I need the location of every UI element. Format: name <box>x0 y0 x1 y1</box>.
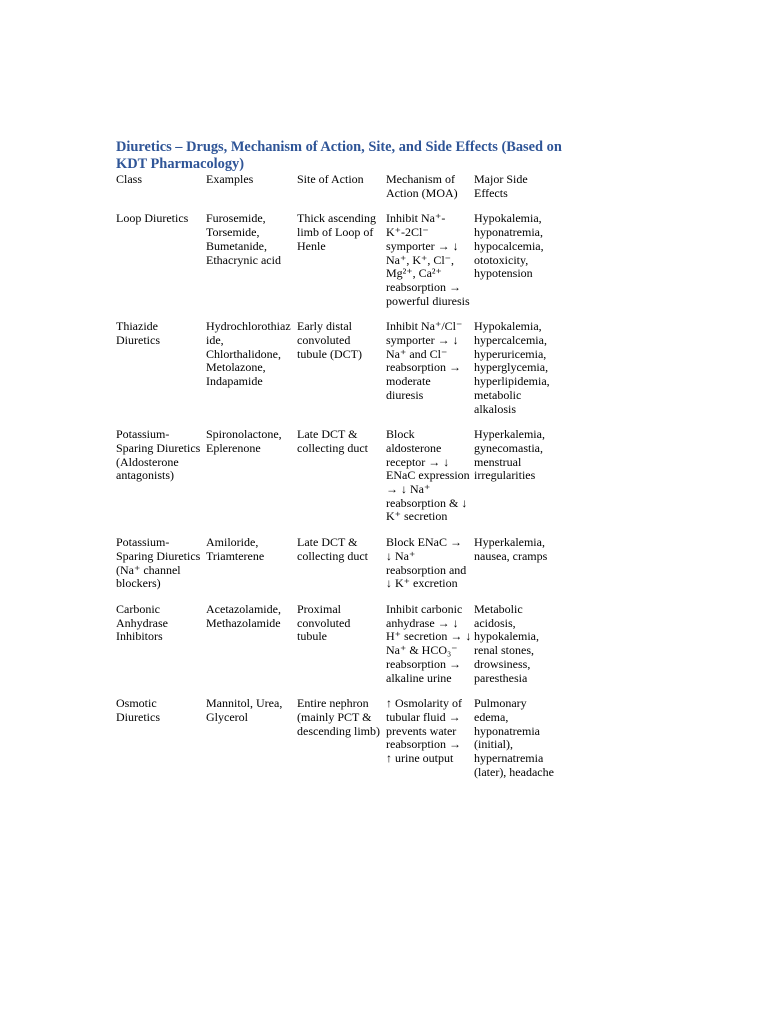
cell-text-line: tubular fluid → <box>386 709 461 724</box>
cell-text-line: Amiloride, <box>206 535 259 550</box>
cell-moa <box>386 603 474 697</box>
cell-text-line: Acetazolamide, <box>206 601 281 616</box>
cell-text-line: Metabolic <box>474 601 523 616</box>
cell-text-line: convoluted <box>297 333 351 348</box>
cell-text-line: edema, <box>474 709 509 724</box>
header-class <box>116 173 206 212</box>
cell-text-line: receptor → ↓ <box>386 454 450 469</box>
cell-text-line: Osmotic <box>116 696 157 711</box>
cell-text-line: Entire nephron <box>297 696 369 711</box>
cell-site <box>297 428 386 536</box>
cell-text-line: Spironolactone, <box>206 427 282 442</box>
cell-text-line: alkalosis <box>474 401 516 416</box>
table-row <box>116 320 566 428</box>
cell-text-line: Diuretics <box>116 333 160 348</box>
cell-examples <box>206 697 297 791</box>
table-row <box>116 212 566 320</box>
table-row <box>116 697 566 791</box>
cell-text-line: reabsorption → <box>386 279 461 294</box>
cell-text-line: Effects <box>474 185 508 200</box>
header-site-of-action <box>297 173 386 212</box>
cell-text-line: (later), headache <box>474 764 554 779</box>
cell-text-line: powerful diuresis <box>386 293 470 308</box>
cell-text-line: hypokalemia, <box>474 629 539 644</box>
cell-text-line: hypercalcemia, <box>474 333 547 348</box>
cell-text-line: Carbonic <box>116 601 160 616</box>
cell-text-line: drowsiness, <box>474 656 531 671</box>
cell-text-line: descending limb) <box>297 723 380 738</box>
cell-text-line: Thick ascending <box>297 211 376 226</box>
cell-side-effects <box>474 212 566 320</box>
cell-site <box>297 320 386 428</box>
cell-moa <box>386 212 474 320</box>
cell-text-line: Hydrochlorothiaz <box>206 319 291 334</box>
cell-text-line: Early distal <box>297 319 352 334</box>
cell-text-line: ide, <box>206 333 224 348</box>
cell-text-line: nausea, cramps <box>474 548 548 563</box>
cell-text-line: collecting duct <box>297 440 368 455</box>
cell-examples <box>206 536 297 603</box>
cell-text-line: Metolazone, <box>206 360 266 375</box>
cell-text-line: Late DCT & <box>297 535 358 550</box>
cell-text-line: K⁺-2Cl⁻ <box>386 225 429 240</box>
header-examples <box>206 173 297 212</box>
cell-examples <box>206 320 297 428</box>
cell-text-line: Ethacrynic acid <box>206 252 281 267</box>
cell-text-line: Site of Action <box>297 172 364 186</box>
cell-class <box>116 320 206 428</box>
cell-text-line: Indapamide <box>206 374 263 389</box>
cell-site <box>297 697 386 791</box>
header-row <box>116 173 566 212</box>
cell-text-line: hyperglycemia, <box>474 360 549 375</box>
cell-text-line: anhydrase → ↓ <box>386 615 459 630</box>
cell-text-line: Na⁺ & HCO₃⁻ <box>386 643 458 658</box>
cell-text-line: (Aldosterone <box>116 454 179 469</box>
cell-text-line: (initial), <box>474 737 513 752</box>
cell-text-line: Diuretics <box>116 709 160 724</box>
cell-text-line: Hyperkalemia, <box>474 427 545 442</box>
cell-text-line: metabolic <box>474 387 522 402</box>
cell-text-line: collecting duct <box>297 548 368 563</box>
cell-text-line: ototoxicity, <box>474 252 529 267</box>
cell-text-line: Sparing Diuretics <box>116 548 201 563</box>
header-mechanism-of-action <box>386 173 474 212</box>
cell-moa <box>386 320 474 428</box>
cell-text-line: ↓ K⁺ excretion <box>386 576 458 591</box>
cell-text-line: Chlorthalidone, <box>206 346 281 361</box>
cell-text-line: gynecomastia, <box>474 440 543 455</box>
diuretics-table <box>116 173 566 791</box>
cell-text-line: Inhibitors <box>116 629 163 644</box>
cell-text-line: (mainly PCT & <box>297 709 372 724</box>
cell-text-line: Bumetanide, <box>206 238 267 253</box>
cell-text-line: acidosis, <box>474 615 516 630</box>
cell-text-line: Potassium- <box>116 535 170 550</box>
cell-text-line: Class <box>116 172 143 186</box>
cell-text-line: Action (MOA) <box>386 185 458 200</box>
cell-text-line: reabsorption and <box>386 562 467 577</box>
cell-text-line: ↓ Na⁺ <box>386 548 416 563</box>
cell-text-line: reabsorption → <box>386 656 461 671</box>
cell-text-line: menstrual <box>474 454 522 469</box>
cell-text-line: Block ENaC → <box>386 535 462 550</box>
cell-text-line: hyperuricemia, <box>474 346 547 361</box>
cell-text-line: irregularities <box>474 468 536 483</box>
cell-text-line: renal stones, <box>474 643 534 658</box>
cell-text-line: reabsorption → <box>386 360 461 375</box>
cell-text-line: Na⁺ and Cl⁻ <box>386 346 448 361</box>
cell-text-line: Torsemide, <box>206 225 260 240</box>
cell-text-line: hypernatremia <box>474 751 544 766</box>
cell-moa <box>386 697 474 791</box>
cell-class <box>116 212 206 320</box>
cell-text-line: Inhibit Na⁺- <box>386 211 446 226</box>
cell-text-line: Sparing Diuretics <box>116 440 201 455</box>
cell-text-line: convoluted <box>297 615 351 630</box>
cell-moa <box>386 428 474 536</box>
cell-text-line: Late DCT & <box>297 427 358 442</box>
cell-text-line: Hypokalemia, <box>474 319 542 334</box>
cell-examples <box>206 212 297 320</box>
cell-class <box>116 603 206 697</box>
cell-class <box>116 428 206 536</box>
cell-text-line: Hyperkalemia, <box>474 535 545 550</box>
table-row <box>116 536 566 603</box>
cell-text-line: diuresis <box>386 387 424 402</box>
cell-text-line: symporter → ↓ <box>386 333 459 348</box>
cell-moa <box>386 536 474 603</box>
document-title: Diuretics – Drugs, Mechanism of Action, Site, and Side Effects (Based on KDT Pharmacology) <box>116 139 562 172</box>
cell-text-line: K⁺ secretion <box>386 509 448 524</box>
cell-examples <box>206 603 297 697</box>
cell-text-line: hypotension <box>474 266 533 281</box>
cell-text-line: ENaC expression <box>386 468 470 483</box>
cell-text-line: tubule (DCT) <box>297 346 362 361</box>
cell-text-line: Mannitol, Urea, <box>206 696 283 711</box>
cell-text-line: alkaline urine <box>386 670 452 685</box>
cell-text-line: Potassium- <box>116 427 170 442</box>
cell-side-effects <box>474 320 566 428</box>
cell-side-effects <box>474 428 566 536</box>
table-row <box>116 428 566 536</box>
cell-text-line: hyperlipidemia, <box>474 374 550 389</box>
cell-text-line: antagonists) <box>116 468 174 483</box>
cell-class <box>116 697 206 791</box>
cell-side-effects <box>474 603 566 697</box>
cell-text-line: hypocalcemia, <box>474 238 544 253</box>
cell-text-line: ↑ Osmolarity of <box>386 696 462 711</box>
cell-text-line: (Na⁺ channel <box>116 562 181 577</box>
table-body <box>116 212 566 791</box>
cell-text-line: hyponatremia <box>474 723 540 738</box>
cell-text-line: prevents water <box>386 723 457 738</box>
table-row <box>116 603 566 697</box>
cell-text-line: Anhydrase <box>116 615 168 630</box>
cell-side-effects <box>474 697 566 791</box>
cell-text-line: Furosemide, <box>206 211 266 226</box>
cell-text-line: paresthesia <box>474 670 528 685</box>
cell-site <box>297 603 386 697</box>
cell-text-line: Methazolamide <box>206 615 281 630</box>
cell-text-line: Thiazide <box>116 319 158 334</box>
cell-text-line: Hypokalemia, <box>474 211 542 226</box>
cell-site <box>297 212 386 320</box>
cell-text-line: tubule <box>297 629 327 644</box>
cell-text-line: Inhibit Na⁺/Cl⁻ <box>386 319 463 334</box>
cell-text-line: Block <box>386 427 415 442</box>
cell-site <box>297 536 386 603</box>
cell-text-line: aldosterone <box>386 440 442 455</box>
cell-text-line: limb of Loop of <box>297 225 374 240</box>
cell-examples <box>206 428 297 536</box>
cell-text-line: Pulmonary <box>474 696 527 711</box>
cell-text-line: hyponatremia, <box>474 225 543 240</box>
cell-text-line: Na⁺, K⁺, Cl⁻, <box>386 252 454 267</box>
cell-text-line: Glycerol <box>206 709 248 724</box>
cell-text-line: Examples <box>206 172 254 186</box>
cell-text-line: → ↓ Na⁺ <box>386 482 431 497</box>
cell-text-line: reabsorption → <box>386 737 461 752</box>
cell-text-line: Henle <box>297 238 326 253</box>
cell-text-line: blockers) <box>116 576 161 591</box>
cell-side-effects <box>474 536 566 603</box>
cell-text-line: Loop Diuretics <box>116 211 189 226</box>
cell-text-line: Triamterene <box>206 548 265 563</box>
cell-class <box>116 536 206 603</box>
cell-text-line: Mg²⁺, Ca²⁺ <box>386 266 442 281</box>
cell-text-line: ↑ urine output <box>386 751 454 766</box>
cell-text-line: Proximal <box>297 601 341 616</box>
cell-text-line: moderate <box>386 374 431 389</box>
cell-text-line: H⁺ secretion → ↓ <box>386 629 472 644</box>
header-major-side-effects <box>474 173 566 212</box>
cell-text-line: Major Side <box>474 172 528 186</box>
cell-text-line: Inhibit carbonic <box>386 601 463 616</box>
cell-text-line: Eplerenone <box>206 440 261 455</box>
cell-text-line: Mechanism of <box>386 172 455 186</box>
table-header <box>116 173 566 212</box>
cell-text-line: reabsorption & ↓ <box>386 495 468 510</box>
cell-text-line: symporter → ↓ <box>386 238 459 253</box>
